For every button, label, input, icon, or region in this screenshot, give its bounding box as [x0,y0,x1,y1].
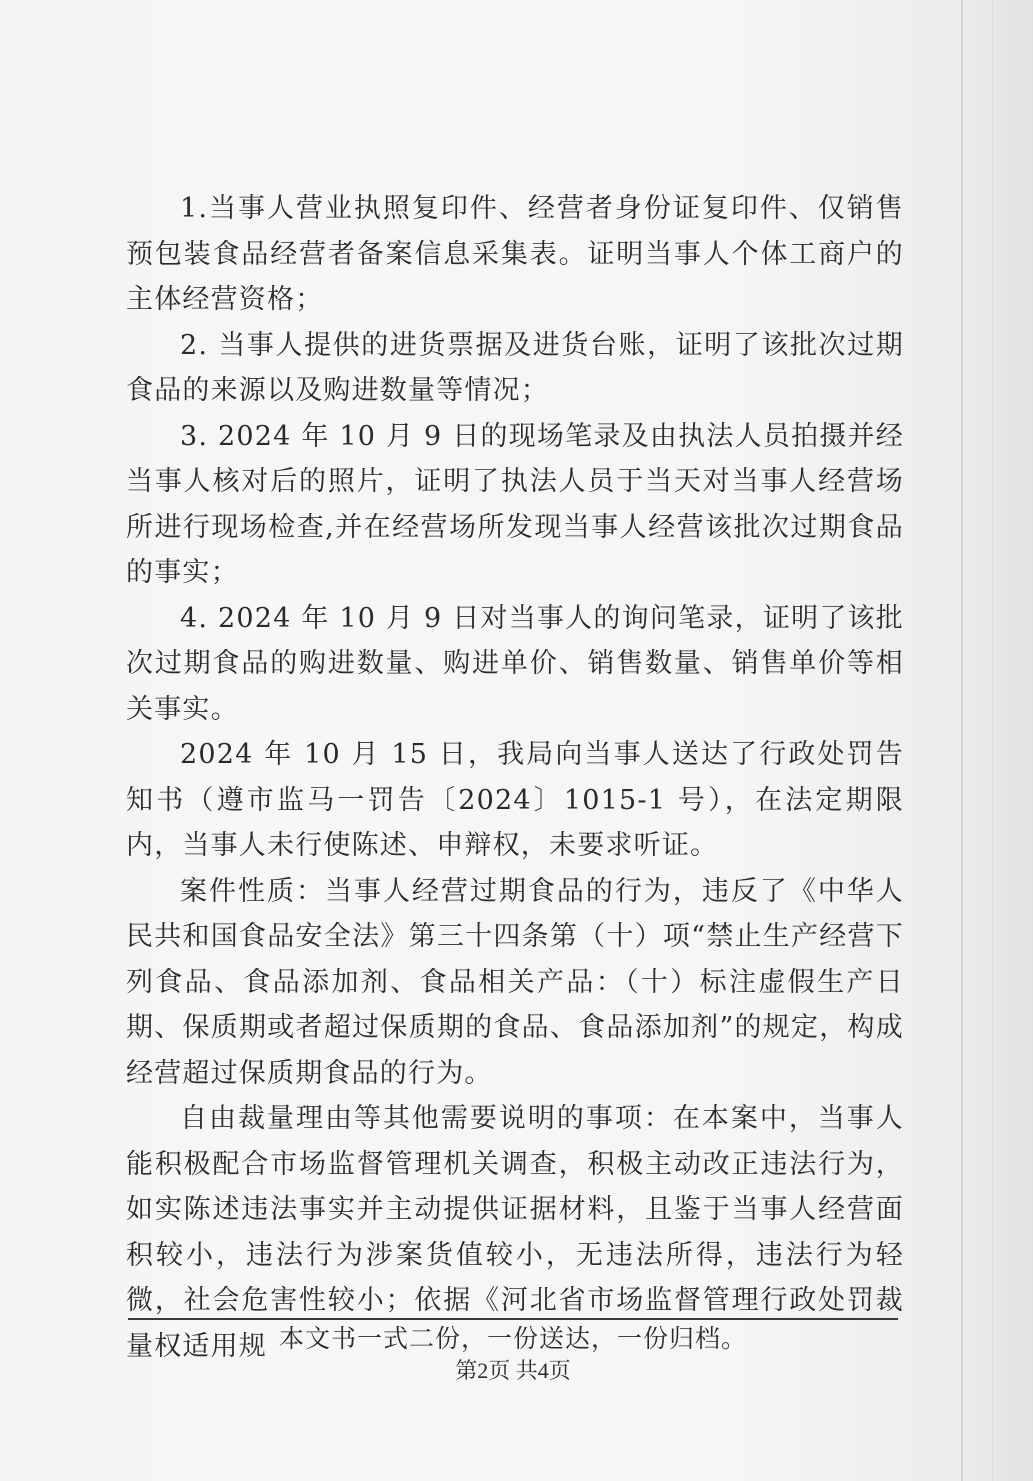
page-edge-shadow-2 [992,0,993,1481]
document-body [126,186,904,1369]
paragraph-notice-delivery: 2024 年 10 月 15 日，我局向当事人送达了行政处罚告知书（遵市监马一罚告〔2024〕1015-1 号），在法定期限内，当事人未行使陈述、申辩权，未要求听证。 [126,739,904,861]
paragraph-evidence-2: 2. 当事人提供的进货票据及进货台账，证明了该批次过期食品的来源以及购进数量等情况； [126,329,904,406]
paragraph-evidence-1: 1.当事人营业执照复印件、经营者身份证复印件、仅销售预包装食品经营者备案信息采集表。证明当事人个体工商户的主体经营资格； [126,193,904,315]
footer-divider [128,1318,898,1320]
page-number: 第2页 共4页 [455,1358,571,1383]
paragraph-case-nature: 案件性质：当事人经营过期食品的行为，违反了《中华人民共和国食品安全法》第三十四条第（十）项“禁止生产经营下列食品、食品添加剂、食品相关产品：（十）标注虚假生产日期、保质期或者超过保质期的食品、食品添加剂”的规定，构成经营超过保质期食品的行为。 [126,875,904,1089]
page-edge-shadow [961,0,963,1481]
paragraph-discretion: 自由裁量理由等其他需要说明的事项：在本案中，当事人能积极配合市场监督管理机关调查，积极主动改正违法行为，如实陈述违法事实并主动提供证据材料，且鉴于当事人经营面积较小，违法行为涉案货值较小，无违法所得，违法行为轻微，社会危害性较小；依据《河北省市场监督管理行政处罚裁量权适用规 [126,1103,904,1362]
footer-note: 本文书一式二份，一份送达，一份归档。 [278,1324,747,1353]
paragraph-evidence-4: 4. 2024 年 10 月 9 日对当事人的询问笔录，证明了该批次过期食品的购进数量、购进单价、销售数量、销售单价等相关事实。 [126,602,904,725]
paragraph-evidence-3: 3. 2024 年 10 月 9 日的现场笔录及由执法人员拍摄并经当事人核对后的照片，证明了执法人员于当天对当事人经营场所进行现场检查,并在经营场所发现当事人经营该批次过期食品的事实； [126,420,904,588]
